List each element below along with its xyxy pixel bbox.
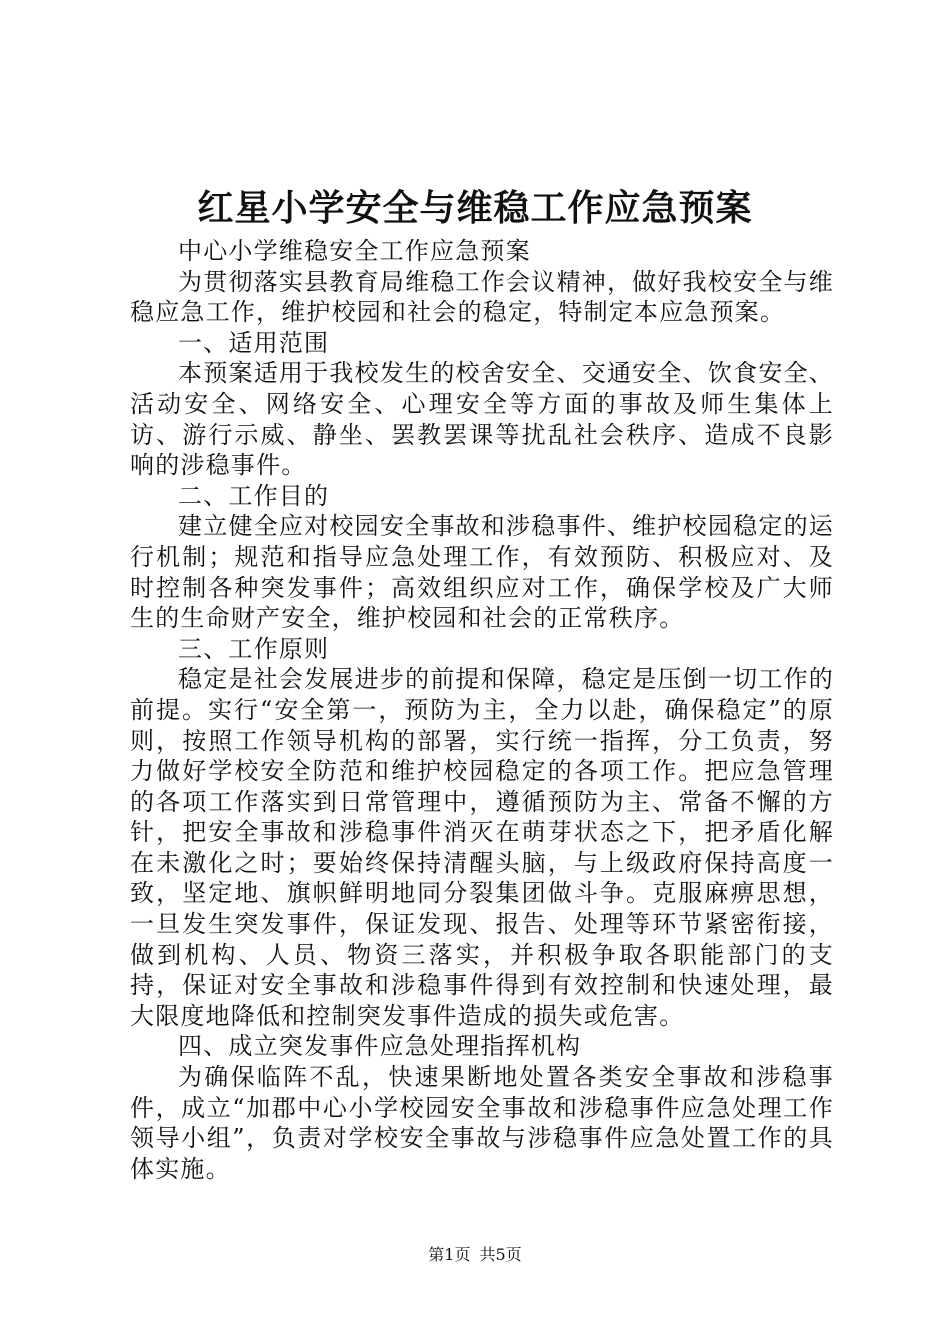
section-heading-scope: 一、适用范围 bbox=[178, 328, 330, 357]
page-total: 共5页 bbox=[479, 1245, 522, 1264]
paragraph-scope: 本预案适用于我校发生的校舍安全、交通安全、饮食安全、活动安全、网络安全、心理安全等方面的事故及师生集体上访、游行示威、静坐、罢教罢课等扰乱社会秩序、造成不良影响的涉稳事件。 bbox=[130, 359, 834, 480]
document-title: 红星小学安全与维稳工作应急预案 bbox=[197, 187, 753, 229]
paragraph-principles: 稳定是社会发展进步的前提和保障，稳定是压倒一切工作的前提。实行“安全第一，预防为主，全力以赴，确保稳定”的原则，按照工作领导机构的部署，实行统一指挥，分工负责，努力做好学校安全防范和维护校园稳定的各项工作。把应急管理的各项工作落实到日常管理中，遵循预防为主、常备不懈的方针，把安全事故和涉稳事件消灭在萌芽状态之下，把矛盾化解在未激化之时；要始终保持清醒头脑，与上级政府保持高度一致，坚定地、旗帜鲜明地同分裂集团做斗争。克服麻痹思想，一旦发生突发事件，保证发现、报告、处理等环节紧密衔接，做到机构、人员、物资三落实，并积极争取各职能部门的支持，保证对安全事故和涉稳事件得到有效控制和快速处理，最大限度地降低和控制突发事件造成的损失或危害。 bbox=[130, 665, 834, 1030]
section-heading-command: 四、成立突发事件应急处理指挥机构 bbox=[178, 1032, 582, 1061]
section-heading-purpose: 二、工作目的 bbox=[178, 481, 330, 510]
page-footer bbox=[0, 1244, 950, 1266]
page-number: 第1页 bbox=[428, 1245, 471, 1264]
paragraph-subtitle: 中心小学维稳安全工作应急预案 bbox=[178, 237, 531, 265]
paragraph-purpose: 建立健全应对校园安全事故和涉稳事件、维护校园稳定的运行机制；规范和指导应急处理工作，有效预防、积极应对、及时控制各种突发事件；高效组织应对工作，确保学校及广大师生的生命财产安全，维护校园和社会的正常秩序。 bbox=[130, 512, 834, 633]
paragraph-intro: 为贯彻落实县教育局维稳工作会议精神，做好我校安全与维稳应急工作，维护校园和社会的稳定，特制定本应急预案。 bbox=[130, 267, 834, 327]
paragraph-command: 为确保临阵不乱，快速果断地处置各类安全事故和涉稳事件，成立“加郡中心小学校园安全事故和涉稳事件应急处理工作领导小组”，负责对学校安全事故与涉稳事件应急处置工作的具体实施。 bbox=[130, 1063, 834, 1183]
section-heading-principles: 三、工作原则 bbox=[178, 634, 330, 663]
document-body bbox=[130, 236, 834, 1184]
